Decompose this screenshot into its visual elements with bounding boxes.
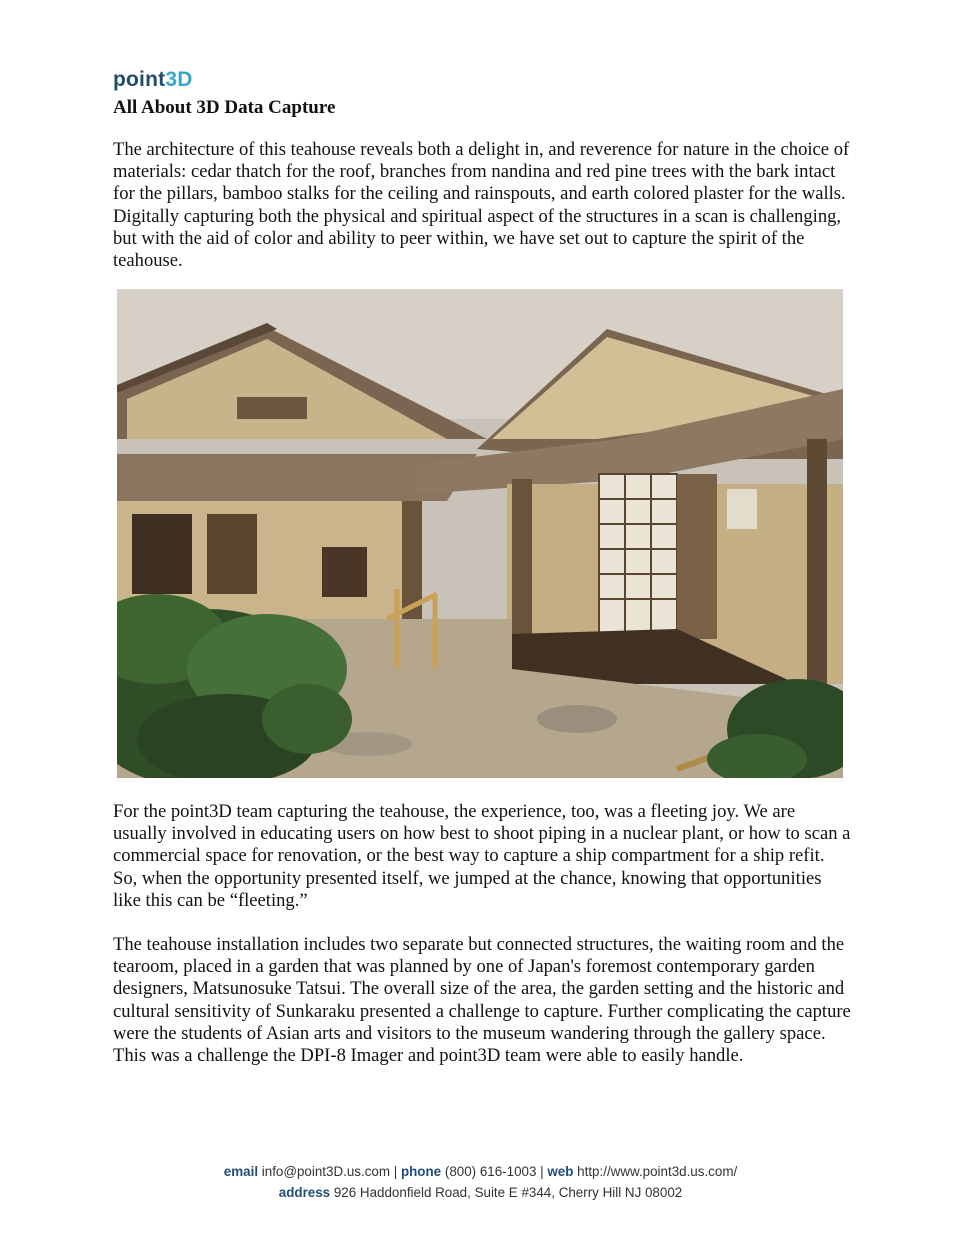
footer-separator: | <box>540 1164 544 1179</box>
logo-accent-text: 3D <box>165 68 193 91</box>
intro-paragraph: The architecture of this teahouse reveals both a delight in, and reverence for nature in the choice of materials: cedar thatch for the roof, branches from nandina and red pine trees with the bark intact for the pillars, bamboo stalks for the ceiling and rainspouts, and earth colored plaster for the walls. Digitally capturing both the physical and spiritual aspect of the structures in a scan is challenging, but with the aid of color and ability to peer within, we have set out to capture the spirit of the teahouse. <box>113 139 850 272</box>
phone-number: (800) 616-1003 <box>444 1164 537 1179</box>
footer-address-line <box>0 1185 961 1200</box>
footer-separator: | <box>393 1164 398 1179</box>
installation-paragraph: The teahouse installation includes two separate but connected structures, the waiting room and the tearoom, placed in a garden that was planned by one of Japan's foremost contemporary garden designers, Matsunosuke Tatsui. The overall size of the area, the garden setting and the historic and cultural sensitivity of Sunkaraku presented a challenge to capture. Further complicating the capture were the students of Asian arts and visitors to the museum wandering through the gallery space. This was a challenge the DPI-8 Imager and point3D team were able to easily handle. <box>113 934 851 1067</box>
phone-label: phone <box>400 1164 442 1179</box>
teahouse-photo <box>117 289 843 778</box>
logo-main-text: point <box>113 68 166 91</box>
website-link[interactable]: http://www.point3d.us.com/ <box>577 1164 738 1179</box>
web-label: web <box>547 1164 574 1179</box>
address-value: 926 Haddonfield Road, Suite E #344, Cherry Hill NJ 08002 <box>333 1185 683 1200</box>
document-subtitle: All About 3D Data Capture <box>113 97 336 118</box>
address-label: address <box>278 1185 331 1200</box>
email-link[interactable]: info@point3D.us.com <box>261 1164 390 1179</box>
point3d-logo <box>113 68 193 92</box>
email-label: email <box>223 1164 259 1179</box>
team-experience-paragraph: For the point3D team capturing the teahouse, the experience, too, was a fleeting joy. We are usually involved in educating users on how best to shoot piping in a nuclear plant, or how to scan a commercial space for renovation, or the best way to capture a ship compartment for a ship refit. So, when the opportunity presented itself, we jumped at the chance, knowing that opportunities like this can be “fleeting.” <box>113 801 851 911</box>
footer-contact-line <box>0 1164 961 1179</box>
